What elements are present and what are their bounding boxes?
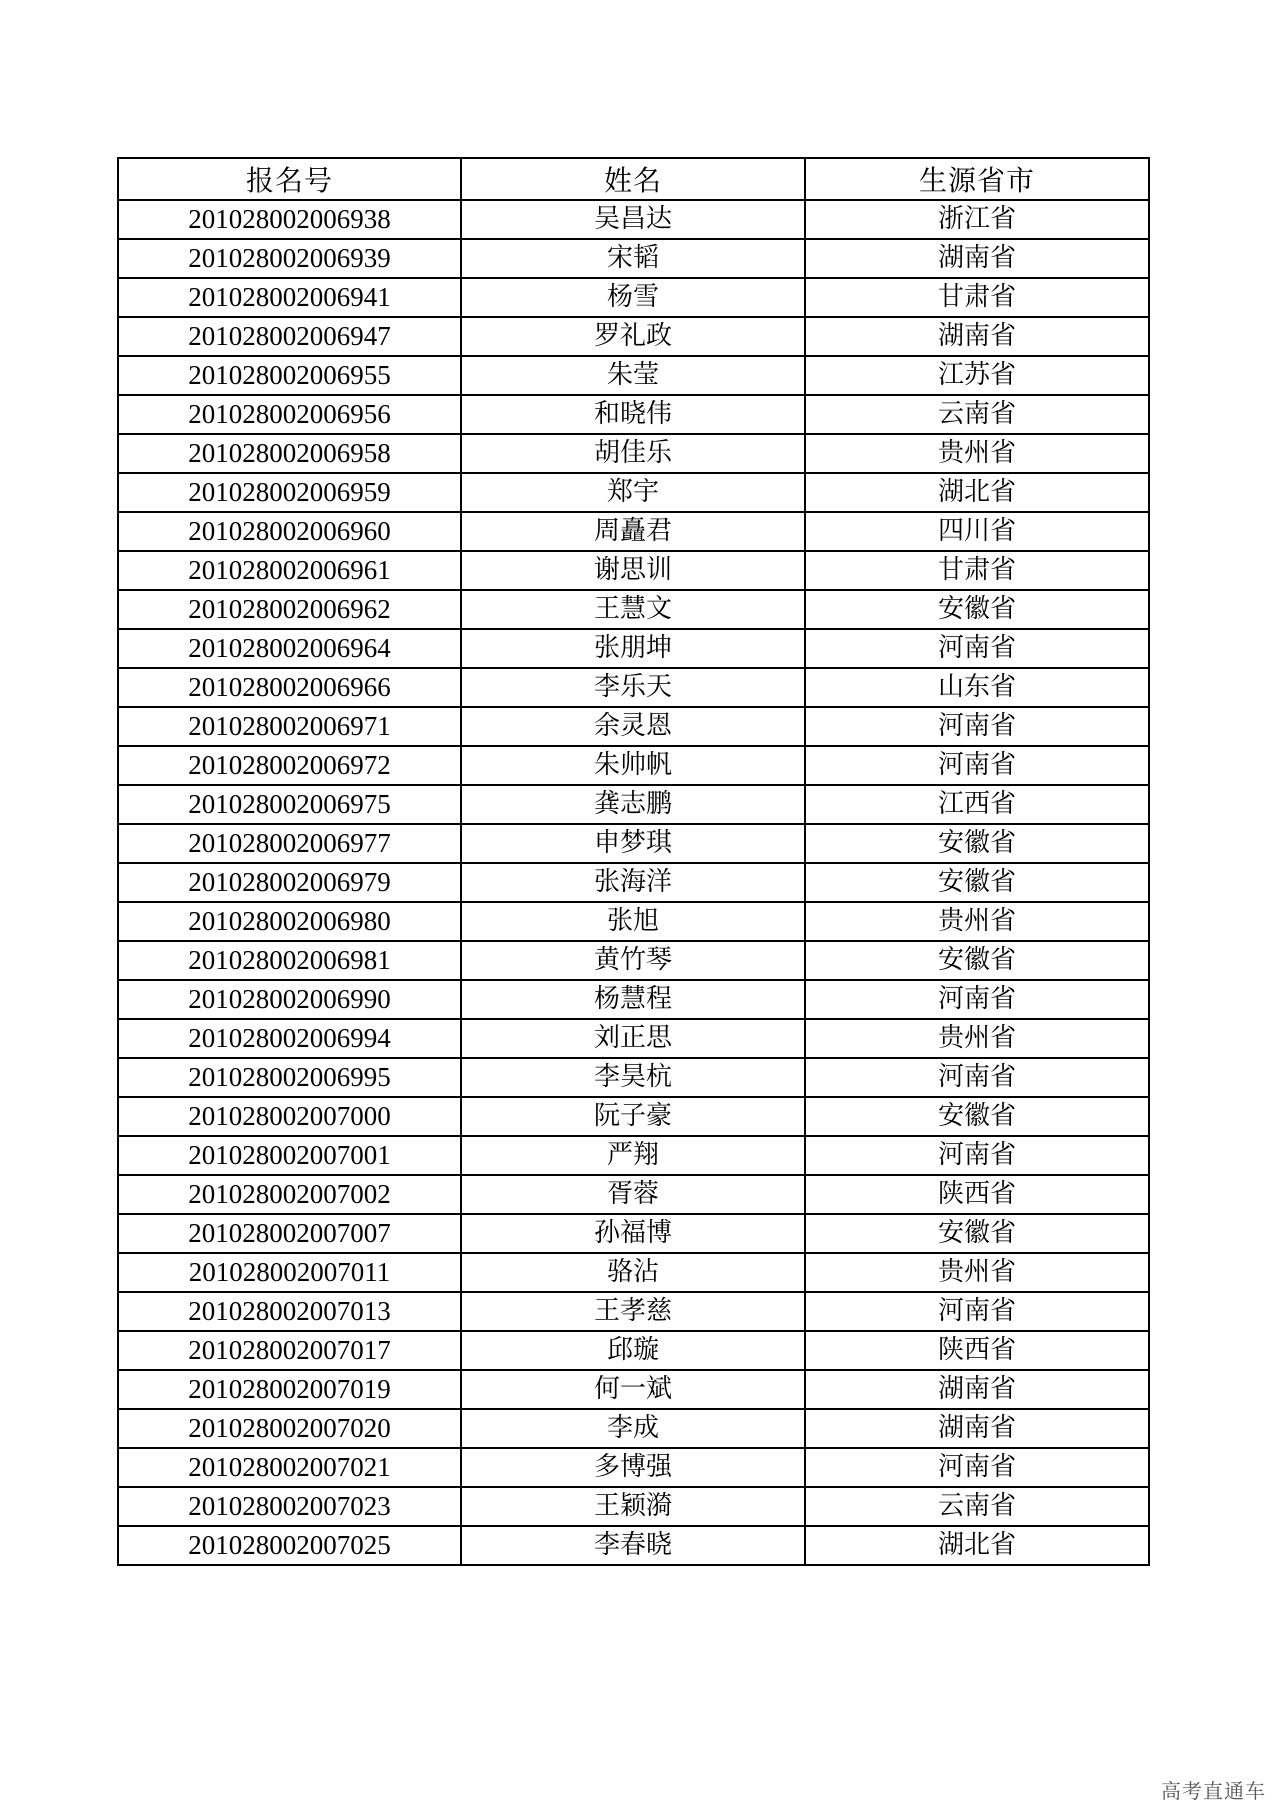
cell-name: 胡佳乐 — [461, 434, 805, 473]
cell-registration-number: 201028002006972 — [118, 746, 461, 785]
cell-name: 阮子豪 — [461, 1097, 805, 1136]
cell-name: 杨雪 — [461, 278, 805, 317]
cell-origin-province: 湖南省 — [805, 239, 1149, 278]
cell-name: 罗礼政 — [461, 317, 805, 356]
table-row — [118, 551, 1149, 590]
cell-registration-number: 201028002006979 — [118, 863, 461, 902]
table-row — [118, 863, 1149, 902]
cell-origin-province: 河南省 — [805, 980, 1149, 1019]
cell-name: 王慧文 — [461, 590, 805, 629]
cell-origin-province: 河南省 — [805, 1448, 1149, 1487]
cell-registration-number: 201028002007021 — [118, 1448, 461, 1487]
cell-origin-province: 河南省 — [805, 707, 1149, 746]
cell-registration-number: 201028002006980 — [118, 902, 461, 941]
cell-registration-number: 201028002006958 — [118, 434, 461, 473]
cell-origin-province: 河南省 — [805, 746, 1149, 785]
cell-name: 胥蓉 — [461, 1175, 805, 1214]
cell-registration-number: 201028002006964 — [118, 629, 461, 668]
table-row — [118, 824, 1149, 863]
cell-name: 严翔 — [461, 1136, 805, 1175]
cell-name: 周矗君 — [461, 512, 805, 551]
cell-name: 郑宇 — [461, 473, 805, 512]
cell-name: 王颖漪 — [461, 1487, 805, 1526]
cell-registration-number: 201028002007020 — [118, 1409, 461, 1448]
table-row — [118, 1019, 1149, 1058]
cell-name: 余灵恩 — [461, 707, 805, 746]
cell-origin-province: 安徽省 — [805, 824, 1149, 863]
cell-registration-number: 201028002006981 — [118, 941, 461, 980]
cell-registration-number: 201028002006939 — [118, 239, 461, 278]
cell-name: 申梦琪 — [461, 824, 805, 863]
cell-name: 和晓伟 — [461, 395, 805, 434]
cell-origin-province: 湖南省 — [805, 317, 1149, 356]
table-row — [118, 1409, 1149, 1448]
cell-registration-number: 201028002006975 — [118, 785, 461, 824]
header-origin-province: 生源省市 — [805, 158, 1149, 200]
cell-registration-number: 201028002007007 — [118, 1214, 461, 1253]
table-body — [118, 200, 1149, 1565]
table-row — [118, 785, 1149, 824]
cell-registration-number: 201028002007023 — [118, 1487, 461, 1526]
cell-registration-number: 201028002007017 — [118, 1331, 461, 1370]
cell-origin-province: 甘肃省 — [805, 278, 1149, 317]
table-row — [118, 980, 1149, 1019]
cell-origin-province: 山东省 — [805, 668, 1149, 707]
cell-name: 黄竹琴 — [461, 941, 805, 980]
cell-registration-number: 201028002007025 — [118, 1526, 461, 1565]
cell-registration-number: 201028002007013 — [118, 1292, 461, 1331]
table-row — [118, 1175, 1149, 1214]
cell-name: 朱帅帆 — [461, 746, 805, 785]
cell-origin-province: 云南省 — [805, 395, 1149, 434]
cell-name: 宋韬 — [461, 239, 805, 278]
cell-origin-province: 安徽省 — [805, 590, 1149, 629]
cell-name: 李乐天 — [461, 668, 805, 707]
cell-name: 王孝慈 — [461, 1292, 805, 1331]
cell-origin-province: 陕西省 — [805, 1331, 1149, 1370]
header-registration-number: 报名号 — [118, 158, 461, 200]
cell-origin-province: 安徽省 — [805, 941, 1149, 980]
cell-registration-number: 201028002006955 — [118, 356, 461, 395]
cell-origin-province: 江西省 — [805, 785, 1149, 824]
table-row — [118, 668, 1149, 707]
cell-registration-number: 201028002006994 — [118, 1019, 461, 1058]
cell-origin-province: 陕西省 — [805, 1175, 1149, 1214]
cell-origin-province: 湖北省 — [805, 1526, 1149, 1565]
table-row — [118, 200, 1149, 239]
table-row — [118, 1292, 1149, 1331]
cell-origin-province: 河南省 — [805, 1136, 1149, 1175]
table-row — [118, 746, 1149, 785]
cell-origin-province: 安徽省 — [805, 1214, 1149, 1253]
cell-origin-province: 河南省 — [805, 629, 1149, 668]
table-row — [118, 1331, 1149, 1370]
table-row — [118, 1487, 1149, 1526]
cell-name: 谢思训 — [461, 551, 805, 590]
table-row — [118, 629, 1149, 668]
cell-registration-number: 201028002007002 — [118, 1175, 461, 1214]
cell-origin-province: 湖南省 — [805, 1409, 1149, 1448]
header-name: 姓名 — [461, 158, 805, 200]
cell-registration-number: 201028002006959 — [118, 473, 461, 512]
cell-registration-number: 201028002007000 — [118, 1097, 461, 1136]
table-header-row — [118, 158, 1149, 200]
cell-registration-number: 201028002006995 — [118, 1058, 461, 1097]
cell-origin-province: 四川省 — [805, 512, 1149, 551]
cell-registration-number: 201028002006977 — [118, 824, 461, 863]
cell-name: 邱璇 — [461, 1331, 805, 1370]
table-row — [118, 1058, 1149, 1097]
cell-registration-number: 201028002006947 — [118, 317, 461, 356]
cell-origin-province: 浙江省 — [805, 200, 1149, 239]
cell-registration-number: 201028002006962 — [118, 590, 461, 629]
table-row — [118, 1370, 1149, 1409]
cell-registration-number: 201028002006941 — [118, 278, 461, 317]
cell-registration-number: 201028002006956 — [118, 395, 461, 434]
cell-origin-province: 河南省 — [805, 1292, 1149, 1331]
cell-name: 孙福博 — [461, 1214, 805, 1253]
cell-registration-number: 201028002006990 — [118, 980, 461, 1019]
cell-name: 朱莹 — [461, 356, 805, 395]
cell-registration-number: 201028002006961 — [118, 551, 461, 590]
table-row — [118, 707, 1149, 746]
cell-origin-province: 贵州省 — [805, 902, 1149, 941]
table-row — [118, 473, 1149, 512]
table-row — [118, 395, 1149, 434]
cell-registration-number: 201028002007019 — [118, 1370, 461, 1409]
table-row — [118, 1526, 1149, 1565]
cell-origin-province: 云南省 — [805, 1487, 1149, 1526]
table-row — [118, 941, 1149, 980]
cell-name: 刘正思 — [461, 1019, 805, 1058]
cell-origin-province: 贵州省 — [805, 1253, 1149, 1292]
cell-registration-number: 201028002006938 — [118, 200, 461, 239]
table-row — [118, 1097, 1149, 1136]
table-row — [118, 590, 1149, 629]
admission-list-table — [117, 157, 1150, 1566]
cell-origin-province: 河南省 — [805, 1058, 1149, 1097]
cell-registration-number: 201028002007011 — [118, 1253, 461, 1292]
cell-name: 何一斌 — [461, 1370, 805, 1409]
table-row — [118, 317, 1149, 356]
cell-name: 李春晓 — [461, 1526, 805, 1565]
cell-name: 骆沾 — [461, 1253, 805, 1292]
table-row — [118, 356, 1149, 395]
cell-origin-province: 安徽省 — [805, 863, 1149, 902]
cell-origin-province: 湖北省 — [805, 473, 1149, 512]
cell-registration-number: 201028002006971 — [118, 707, 461, 746]
cell-origin-province: 江苏省 — [805, 356, 1149, 395]
cell-name: 张朋坤 — [461, 629, 805, 668]
table-row — [118, 902, 1149, 941]
cell-name: 龚志鹏 — [461, 785, 805, 824]
cell-name: 李昊杭 — [461, 1058, 805, 1097]
cell-origin-province: 湖南省 — [805, 1370, 1149, 1409]
cell-name: 杨慧程 — [461, 980, 805, 1019]
table-row — [118, 1253, 1149, 1292]
cell-origin-province: 安徽省 — [805, 1097, 1149, 1136]
cell-registration-number: 201028002006966 — [118, 668, 461, 707]
cell-name: 张旭 — [461, 902, 805, 941]
watermark-text: 高考直通车 — [1161, 1779, 1266, 1803]
cell-origin-province: 甘肃省 — [805, 551, 1149, 590]
cell-origin-province: 贵州省 — [805, 434, 1149, 473]
table-row — [118, 278, 1149, 317]
table-row — [118, 512, 1149, 551]
table-row — [118, 434, 1149, 473]
table-row — [118, 1136, 1149, 1175]
table-row — [118, 239, 1149, 278]
cell-name: 多博强 — [461, 1448, 805, 1487]
cell-name: 张海洋 — [461, 863, 805, 902]
cell-registration-number: 201028002007001 — [118, 1136, 461, 1175]
cell-name: 李成 — [461, 1409, 805, 1448]
cell-name: 吴昌达 — [461, 200, 805, 239]
table-row — [118, 1214, 1149, 1253]
cell-origin-province: 贵州省 — [805, 1019, 1149, 1058]
table-row — [118, 1448, 1149, 1487]
cell-registration-number: 201028002006960 — [118, 512, 461, 551]
